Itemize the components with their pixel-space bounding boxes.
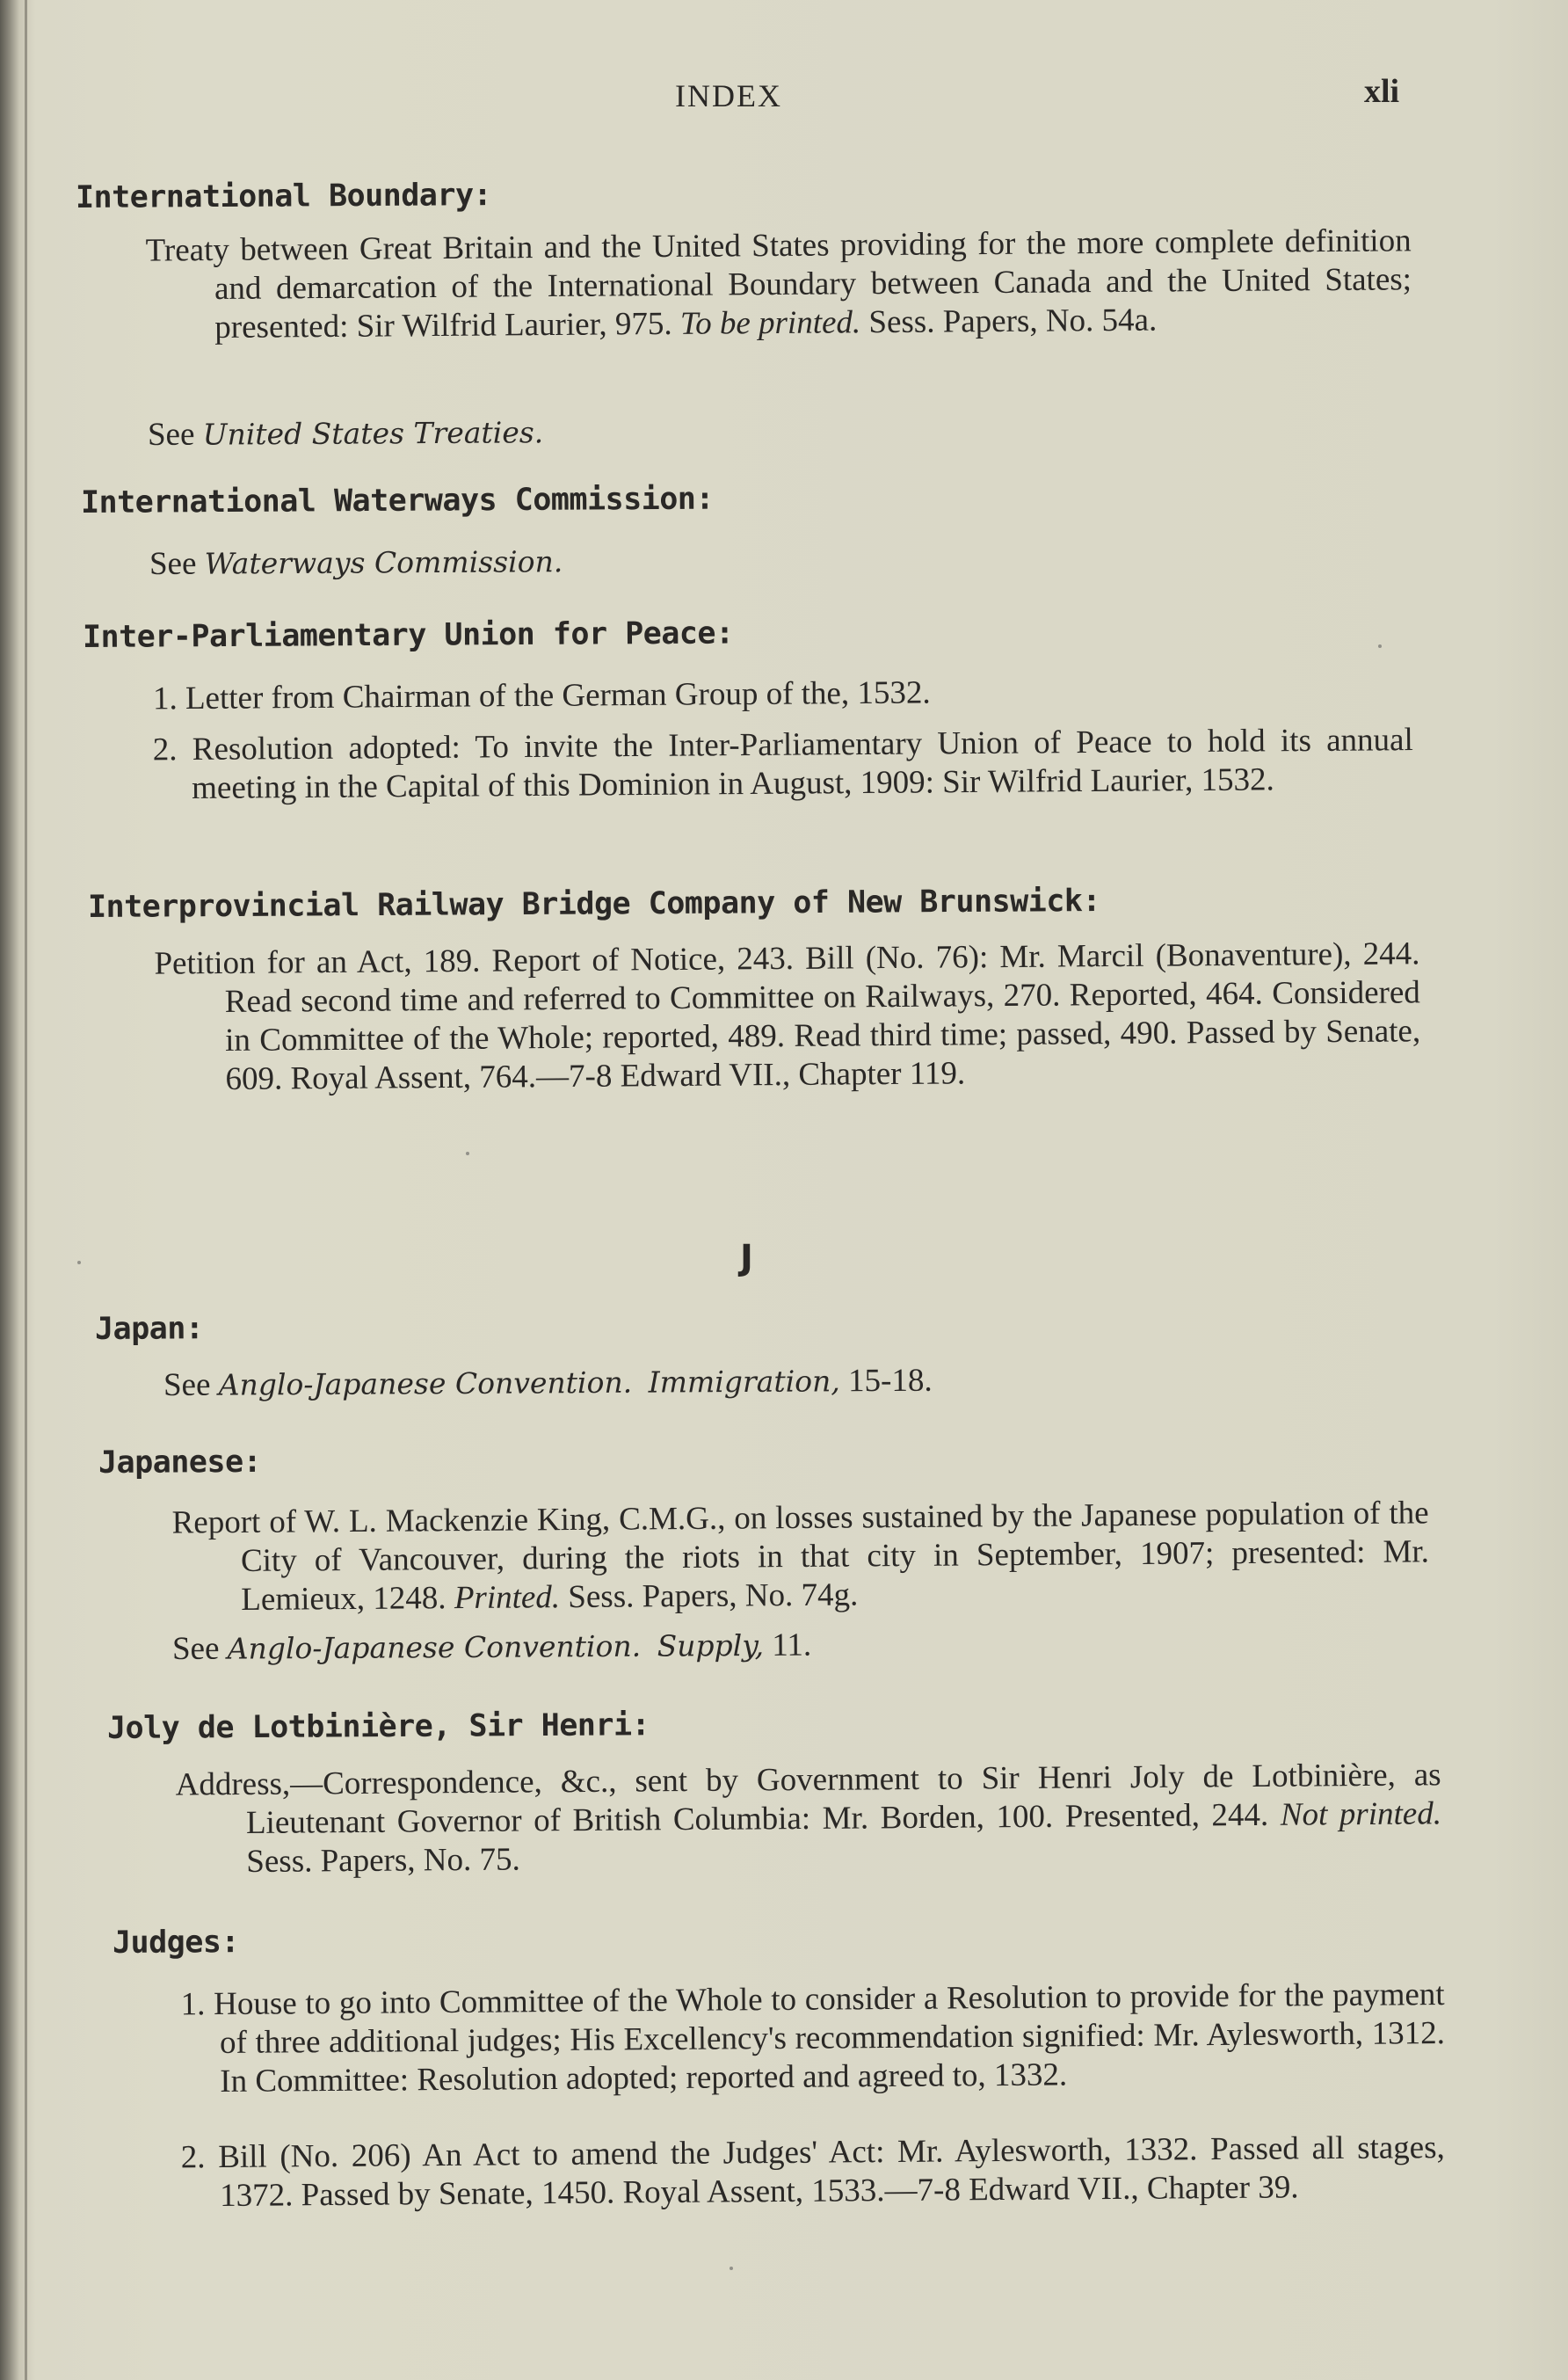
see-reference [163, 1362, 933, 1405]
running-head-title: INDEX [675, 78, 782, 113]
entry-text-italic: Printed. [454, 1579, 561, 1617]
numbered-item: 1. Letter from Chairman of the German Group of the, 1532. [152, 674, 931, 717]
section-letter: J [740, 1238, 753, 1278]
see-word: See [163, 1366, 211, 1403]
entry-text-italic: To be printed. [679, 304, 861, 342]
entry-heading: Judges: [112, 1925, 240, 1961]
see-tail: 15-18. [847, 1362, 933, 1400]
running-head [0, 72, 1568, 125]
paper-speck [1378, 644, 1382, 648]
see-target: Waterways Commission. [204, 544, 563, 581]
entry-heading: Japan: [94, 1311, 204, 1347]
entry-text [175, 1756, 1442, 1881]
see-word: See [149, 545, 197, 582]
numbered-item: 2. Bill (No. 206) An Act to amend the Judges' Act: Mr. Aylesworth, 1332. Passed all stages, 1372. Passed by Senate, 1450. Royal Assent, 1533.—7-8 Edward VII., Chapter 39. [180, 2129, 1445, 2214]
entry-text-italic: Not printed. [1280, 1795, 1442, 1833]
see-reference [172, 1627, 811, 1669]
see-target: Anglo-Japanese Convention. [218, 1365, 633, 1402]
see-target: Immigration, [648, 1364, 840, 1400]
entry-text: Petition for an Act, 189. Report of Notice, 243. Bill (No. 76): Mr. Marcil (Bonaventure), 244. Read second time and referred to Committee on Railways, 270. Reported, 464. Considered in Committee of the Whole; reported, 489. Read third time; passed, 490. Passed by Senate, 609. Royal Assent, 764.—7-8 Edward VII., Chapter 119. [154, 935, 1421, 1097]
see-word: See [171, 1630, 220, 1667]
entry-heading: International Boundary: [75, 178, 492, 215]
paper-speck [77, 1261, 81, 1264]
numbered-item: 1. House to go into Committee of the Whole to consider a Resolution to provide for the payment of three additional judges; His Excellency's recommendation signified: Mr. Aylesworth, 1312. In Committee: Resolution adopted; reported and agreed to, 1332. [180, 1976, 1446, 2100]
entry-heading: Interprovincial Railway Bridge Company of New Brunswick: [87, 883, 1101, 925]
see-reference [149, 542, 563, 584]
see-target: Supply, [657, 1627, 765, 1663]
entry-text [145, 222, 1412, 347]
entry-text-main: Report of W. L. Mackenzie King, C.M.G., on losses sustained by the Japanese population of the City of Vancouver, during the riots in that city in September, 1907; presented: Mr. Lemieux, 1248. [171, 1495, 1430, 1618]
paper-speck [466, 1152, 469, 1155]
numbered-item: 2. Resolution adopted: To invite the Inter-Parliamentary Union of Peace to hold its annual meeting in the Capital of this Dominion in August, 1909: Sir Wilfrid Laurier, 1532. [152, 722, 1413, 806]
see-target: United States Treaties. [202, 415, 544, 452]
entry-heading: Joly de Lotbinière, Sir Henri: [106, 1707, 650, 1746]
entry-text-tail: Sess. Papers, No. 54a. [868, 302, 1158, 341]
see-word: See [147, 416, 195, 453]
entry-text-tail: Sess. Papers, No. 75. [246, 1841, 520, 1880]
paper-speck [730, 2267, 733, 2270]
entry-heading: Inter-Parliamentary Union for Peace: [82, 615, 734, 655]
entry-text-tail: Sess. Papers, No. 74g. [568, 1576, 859, 1616]
entry-text-main: Treaty between Great Britain and the United States providing for the more complete definition and demarcation of the International Boundary between Canada and the United States; presented: Sir Wilfrid Laurier, 975. [145, 222, 1412, 346]
see-tail: 11. [772, 1627, 812, 1663]
entry-heading: Japanese: [98, 1444, 262, 1481]
see-target: Anglo-Japanese Convention. [227, 1628, 642, 1666]
page-binding-edge [25, 0, 27, 2380]
see-reference [148, 413, 543, 455]
entry-text-main: Address,—Correspondence, &c., sent by Government to Sir Henri Joly de Lotbinière, as Lieutenant Governor of British Columbia: Mr. Borden, 100. Presented, 244. [175, 1757, 1441, 1841]
page-number: xli [1364, 73, 1400, 110]
entry-text [171, 1494, 1430, 1619]
entry-heading: International Waterways Commission: [80, 481, 715, 520]
